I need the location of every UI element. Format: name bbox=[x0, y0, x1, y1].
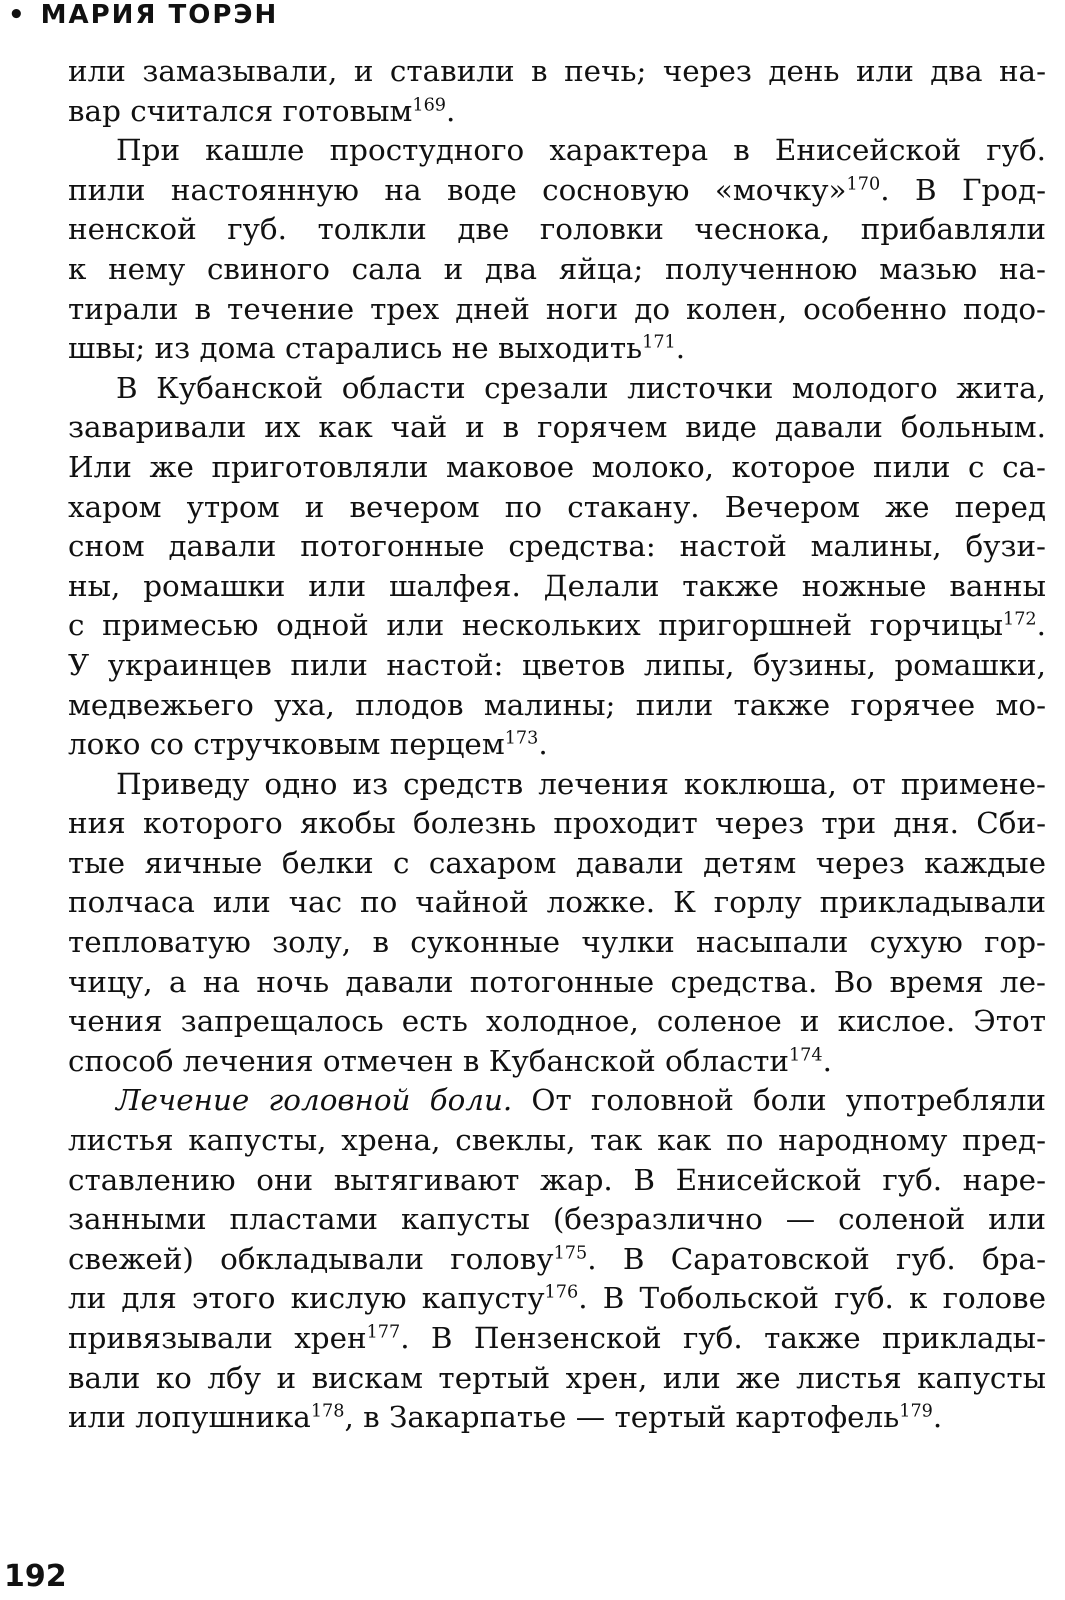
line-text-tail: . bbox=[1036, 608, 1046, 643]
line-text: заваривали их как чай и в горячем виде давали больным. bbox=[68, 410, 1046, 445]
text-line bbox=[68, 1002, 1046, 1042]
line-text-tail: . В Тобольской губ. к голове bbox=[578, 1281, 1046, 1316]
line-text: или лопушника bbox=[68, 1400, 311, 1435]
line-text-tail: . bbox=[675, 331, 686, 366]
text-line bbox=[68, 567, 1046, 607]
running-head-bullet: • bbox=[8, 0, 27, 30]
footnote-marker: 177 bbox=[366, 1322, 401, 1343]
text-line bbox=[68, 923, 1046, 963]
section-heading-italic: Лечение головной боли. bbox=[116, 1083, 513, 1118]
text-line bbox=[68, 52, 1046, 92]
footnote-marker: 173 bbox=[504, 728, 539, 749]
text-line bbox=[68, 1359, 1046, 1399]
footnote-marker: 174 bbox=[788, 1045, 823, 1066]
text-line bbox=[68, 1240, 1046, 1280]
text-line bbox=[68, 883, 1046, 923]
text-line bbox=[68, 1319, 1046, 1359]
line-text: тирали в течение трех дней ноги до колен, особенно подо- bbox=[68, 291, 1046, 326]
text-line bbox=[68, 290, 1046, 330]
text-line bbox=[68, 171, 1046, 211]
text-line bbox=[68, 1398, 1046, 1438]
page-number: 192 bbox=[4, 1559, 67, 1594]
line-text: ставлению они вытягивают жар. В Енисейской губ. наре- bbox=[68, 1162, 1046, 1197]
line-text: ния которого якобы болезнь проходит через три дня. Сби- bbox=[68, 806, 1046, 841]
text-line bbox=[68, 92, 1046, 132]
footnote-marker: 171 bbox=[642, 332, 676, 353]
line-text: с примесью одной или нескольких пригоршней горчицы bbox=[68, 608, 1003, 643]
line-text: вали ко лбу и вискам тертый хрен, или же листья капусты bbox=[68, 1360, 1046, 1395]
line-text: полчаса или час по чайной ложке. К горлу прикладывали bbox=[68, 885, 1046, 920]
line-text-tail: . bbox=[538, 727, 548, 762]
running-head bbox=[8, 0, 278, 30]
line-text: способ лечения отмечен в Кубанской области bbox=[68, 1043, 789, 1078]
line-text: ны, ромашки или шалфея. Делали также ножные ванны bbox=[68, 568, 1046, 603]
footnote-marker: 176 bbox=[544, 1282, 579, 1303]
text-line bbox=[68, 1200, 1046, 1240]
line-text-tail: . В Пензенской губ. также приклады- bbox=[400, 1321, 1046, 1355]
line-text-tail: . В Грод- bbox=[880, 172, 1046, 207]
line-text: тые яичные белки с сахаром давали детям через каждые bbox=[68, 845, 1046, 880]
footnote-marker: 179 bbox=[899, 1401, 933, 1422]
line-text: От головной боли употребляли bbox=[512, 1083, 1046, 1118]
line-text: Или же приготовляли маковое молоко, которое пили с са- bbox=[68, 449, 1046, 484]
text-line bbox=[68, 844, 1046, 884]
text-line bbox=[68, 1161, 1046, 1201]
line-text: ли для этого кислую капусту bbox=[68, 1281, 545, 1316]
line-text: пили настоянную на воде сосновую «мочку» bbox=[68, 172, 847, 207]
text-line bbox=[68, 527, 1046, 567]
footnote-marker: 169 bbox=[412, 95, 447, 116]
line-text: занными пластами капусты (безразлично — соленой или bbox=[68, 1202, 1046, 1237]
text-line bbox=[68, 1081, 1046, 1121]
text-line bbox=[68, 448, 1046, 488]
body-text bbox=[68, 52, 1046, 1438]
text-line bbox=[68, 1279, 1046, 1319]
line-text: локо со стручковым перцем bbox=[68, 727, 505, 762]
text-line bbox=[68, 646, 1046, 686]
line-text: к нему свиного сала и два яйца; полученною мазью на- bbox=[68, 251, 1046, 286]
line-text: швы; из дома старались не выходить bbox=[68, 331, 643, 366]
running-head-author: МАРИЯ ТОРЭН bbox=[40, 0, 279, 30]
text-line bbox=[68, 686, 1046, 726]
line-text: листья капусты, хрена, свеклы, так как по народному пред- bbox=[68, 1123, 1046, 1158]
line-text: тепловатую золу, в суконные чулки насыпали сухую гор- bbox=[68, 925, 1046, 960]
text-line bbox=[68, 725, 1046, 765]
line-text-tail: . bbox=[932, 1400, 943, 1435]
line-text: ненской губ. толкли две головки чеснока, прибавляли bbox=[68, 212, 1046, 247]
text-line bbox=[68, 1042, 1046, 1082]
line-text: Приведу одно из средств лечения коклюша, от примене- bbox=[116, 766, 1046, 801]
footnote-marker: 170 bbox=[846, 174, 881, 195]
text-line bbox=[68, 804, 1046, 844]
line-text: чения запрещалось есть холодное, соленое и кислое. Этот bbox=[68, 1004, 1046, 1039]
text-line bbox=[68, 369, 1046, 409]
text-line bbox=[68, 765, 1046, 805]
line-text: свежей) обкладывали голову bbox=[68, 1241, 554, 1276]
text-line bbox=[68, 329, 1046, 369]
line-text: или замазывали, и ставили в печь; через день или два на- bbox=[68, 54, 1046, 88]
text-line bbox=[68, 963, 1046, 1003]
text-line bbox=[68, 488, 1046, 528]
line-text: чицу, а на ночь давали потогонные средства. Во время ле- bbox=[68, 964, 1046, 999]
line-text: вар считался готовым bbox=[68, 93, 413, 128]
text-line bbox=[68, 606, 1046, 646]
footnote-marker: 178 bbox=[310, 1401, 345, 1422]
line-text-tail: . В Саратовской губ. бра- bbox=[587, 1241, 1046, 1276]
text-line bbox=[68, 1121, 1046, 1161]
line-text: У украинцев пили настой: цветов липы, бузины, ромашки, bbox=[68, 647, 1046, 682]
text-line bbox=[68, 408, 1046, 448]
line-text: харом утром и вечером по стакану. Вечером же перед bbox=[68, 489, 1046, 524]
footnote-marker: 172 bbox=[1003, 609, 1037, 630]
line-text: сном давали потогонные средства: настой малины, бузи- bbox=[68, 529, 1046, 564]
line-text-tail: , в Закарпатье — тертый картофель bbox=[344, 1400, 900, 1435]
line-text: В Кубанской области срезали листочки молодого жита, bbox=[116, 370, 1046, 405]
line-text-tail: . bbox=[822, 1043, 832, 1078]
text-line bbox=[68, 210, 1046, 250]
text-line bbox=[68, 131, 1046, 171]
text-line bbox=[68, 250, 1046, 290]
footnote-marker: 175 bbox=[553, 1243, 588, 1264]
line-text-tail: . bbox=[446, 93, 456, 128]
line-text: привязывали хрен bbox=[68, 1321, 367, 1355]
line-text: медвежьего уха, плодов малины; пили также горячее мо- bbox=[68, 687, 1046, 722]
line-text: При кашле простудного характера в Енисейской губ. bbox=[116, 133, 1046, 168]
